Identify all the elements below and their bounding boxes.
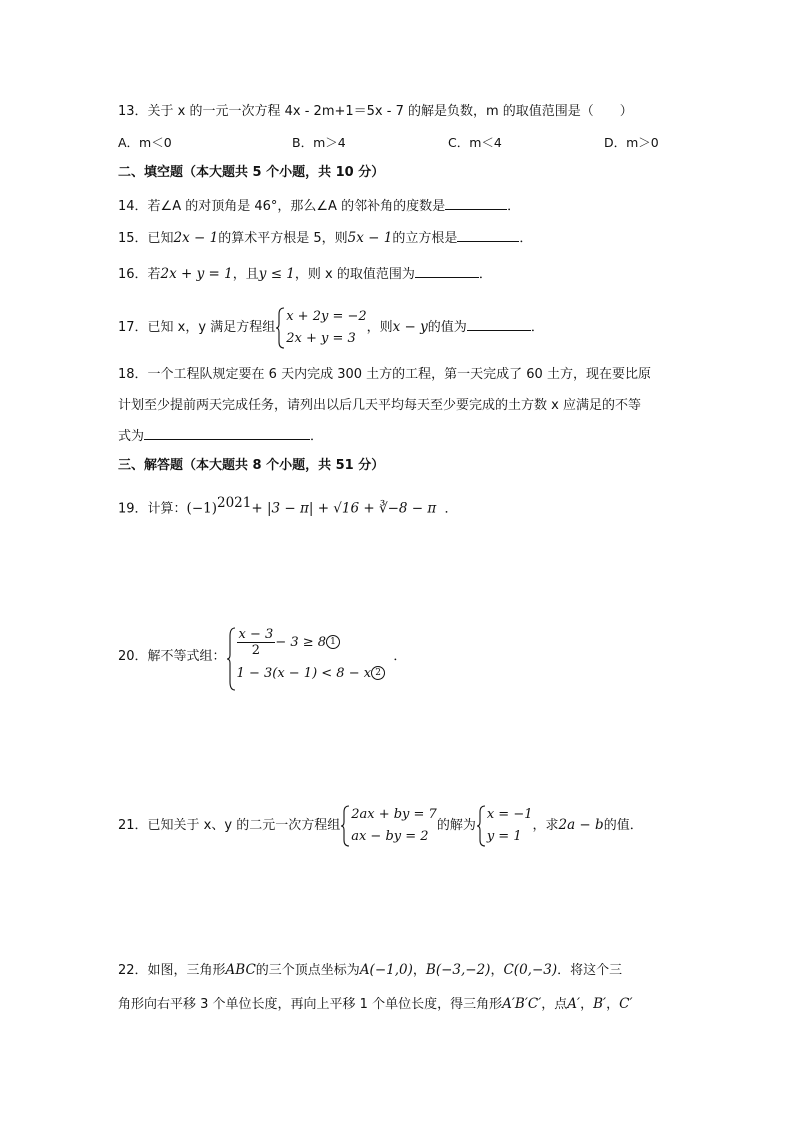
q21 bbox=[118, 803, 643, 848]
q19-end: ． bbox=[444, 501, 458, 517]
q19 bbox=[118, 494, 458, 518]
q22-line2-mid: ，点 bbox=[541, 997, 568, 1012]
q21-prefix: 21．已知关于 x、y 的二元一次方程组 bbox=[118, 818, 341, 833]
q17-system bbox=[275, 306, 366, 350]
q13-stem: 13．关于 x 的一元一次方程 4x - 2m+1＝5x - 7 的解是负数，m 的取值范围是（ ） bbox=[118, 104, 633, 119]
q22-line1-suffix: ．将这个三 bbox=[557, 963, 623, 978]
section-3-title: 三、解答题（本大题共 8 个小题，共 51 分） bbox=[118, 458, 385, 473]
q17-expr: x − y bbox=[392, 319, 428, 335]
section-2-title: 二、填空题（本大题共 5 个小题，共 10 分） bbox=[118, 165, 385, 180]
left-brace-icon bbox=[275, 306, 285, 350]
q18-line1: 18．一个工程队规定要在 6 天内完成 300 土方的工程，第一天完成了 60 土方，现在要比原 bbox=[118, 367, 651, 382]
q19-prefix: 19．计算： bbox=[118, 501, 187, 517]
q22-line2 bbox=[118, 995, 633, 1014]
q17-end: ． bbox=[530, 320, 544, 335]
q21-suffix: ，求 bbox=[532, 818, 559, 833]
circled-number-icon: 2 bbox=[371, 666, 385, 680]
q17-answer-blank bbox=[467, 317, 531, 331]
q15-middle: 的算术平方根是 5，则 bbox=[218, 231, 348, 246]
q20-row1-rest: − 3 ≥ 8 bbox=[275, 634, 327, 650]
left-brace-icon bbox=[340, 804, 350, 848]
q22-sep-3: ， bbox=[580, 997, 594, 1012]
q22-point-b: B(−3,−2) bbox=[425, 962, 491, 978]
q22-point-a: A(−1,0) bbox=[359, 962, 413, 978]
q22-b-prime: B′ bbox=[593, 996, 607, 1012]
q16-answer-blank bbox=[415, 264, 479, 278]
q18-answer-blank bbox=[144, 426, 310, 440]
left-brace-icon bbox=[226, 626, 236, 692]
q17-suffix: 的值为 bbox=[427, 320, 467, 335]
q22-a-prime: A′ bbox=[567, 996, 581, 1012]
q17-eq2: 2x + y = 3 bbox=[286, 330, 356, 346]
left-brace-icon bbox=[476, 804, 486, 848]
q17-middle: ，则 bbox=[366, 320, 393, 335]
q18-line3 bbox=[118, 426, 323, 446]
circled-number-icon: 1 bbox=[326, 635, 340, 649]
q19-rest: + |3 − π| + √16 + ∛−8 − π bbox=[251, 500, 437, 517]
q22-line1 bbox=[118, 961, 622, 980]
q22-point-c: C(0,−3) bbox=[503, 962, 558, 978]
q20-denominator: 2 bbox=[251, 642, 261, 658]
q15 bbox=[118, 228, 532, 248]
q21-solution bbox=[476, 804, 533, 848]
q20-row2 bbox=[237, 660, 386, 688]
q21-eq2: ax − by = 2 bbox=[351, 828, 429, 844]
q15-answer-blank bbox=[457, 228, 519, 242]
q22-triangle-abc: ABC bbox=[225, 962, 256, 978]
q17-eq1: x + 2y = −2 bbox=[286, 308, 367, 324]
q19-base: (−1) bbox=[186, 500, 217, 517]
q19-exponent: 2021 bbox=[216, 495, 252, 511]
q21-sol1: x = −1 bbox=[486, 806, 533, 822]
q18-end: ． bbox=[310, 429, 324, 444]
q13-option-b: B．m＞4 bbox=[292, 135, 346, 150]
q16-prefix: 16．若 bbox=[118, 267, 161, 282]
q18-line2: 计划至少提前两天完成任务，请列出以后几天平均每天至少要完成的土方数 x 应满足的不等 bbox=[118, 398, 641, 413]
q21-middle: 的解为 bbox=[436, 818, 476, 833]
q22-sep-1: ， bbox=[412, 963, 426, 978]
q21-end: 的值． bbox=[603, 818, 643, 833]
q22-line1-mid: 的三个顶点坐标为 bbox=[255, 963, 360, 978]
q17 bbox=[118, 305, 544, 350]
q14-end: ． bbox=[507, 199, 521, 214]
q15-expr2: 5x − 1 bbox=[347, 230, 393, 246]
q20-row2-text: 1 − 3(x − 1) < 8 − x bbox=[236, 665, 372, 681]
q22-line2-prefix: 角形向右平移 3 个单位长度，再向上平移 1 个单位长度，得三角形 bbox=[118, 997, 503, 1012]
q16-expr2: y ≤ 1 bbox=[258, 266, 295, 282]
q20-prefix: 20．解不等式组： bbox=[118, 649, 226, 664]
q21-eq1: 2ax + by = 7 bbox=[351, 806, 437, 822]
q16-suffix: ，则 x 的取值范围为 bbox=[294, 267, 415, 282]
q13-option-d: D．m＞0 bbox=[604, 135, 659, 150]
q16-end: ． bbox=[478, 267, 492, 282]
q22-c-prime: C′ bbox=[619, 996, 633, 1012]
q20-end: ． bbox=[393, 649, 407, 664]
q16-middle: ，且 bbox=[232, 267, 259, 282]
q16 bbox=[118, 264, 492, 284]
q21-sol2: y = 1 bbox=[486, 828, 522, 844]
q15-prefix: 15．已知 bbox=[118, 231, 174, 246]
q13-option-a: A．m＜0 bbox=[118, 135, 172, 150]
q22-sep-2: ， bbox=[490, 963, 504, 978]
q20 bbox=[118, 624, 406, 690]
q21-expr: 2a − b bbox=[558, 817, 604, 833]
q20-fraction bbox=[237, 627, 276, 658]
q14-answer-blank bbox=[445, 196, 507, 210]
q20-numerator: x − 3 bbox=[238, 626, 274, 642]
q22-sep-4: ， bbox=[606, 997, 620, 1012]
q22-triangle-abc-prime: A′B′C′ bbox=[502, 996, 542, 1012]
q15-end: ． bbox=[519, 231, 533, 246]
q21-system bbox=[340, 804, 437, 848]
q15-suffix: 的立方根是 bbox=[392, 231, 458, 246]
q16-expr1: 2x + y = 1 bbox=[160, 266, 233, 282]
q15-expr1: 2x − 1 bbox=[173, 230, 219, 246]
q13-option-c: C．m＜4 bbox=[448, 135, 502, 150]
q20-row1 bbox=[237, 626, 386, 660]
q22-prefix: 22．如图，三角形 bbox=[118, 963, 226, 978]
q18-line3-text: 式为 bbox=[118, 429, 145, 444]
q14 bbox=[118, 196, 520, 216]
q20-system bbox=[226, 626, 386, 688]
q14-text: 14．若∠A 的对顶角是 46°，那么∠A 的邻补角的度数是 bbox=[118, 199, 446, 214]
q17-prefix: 17．已知 x，y 满足方程组 bbox=[118, 320, 276, 335]
